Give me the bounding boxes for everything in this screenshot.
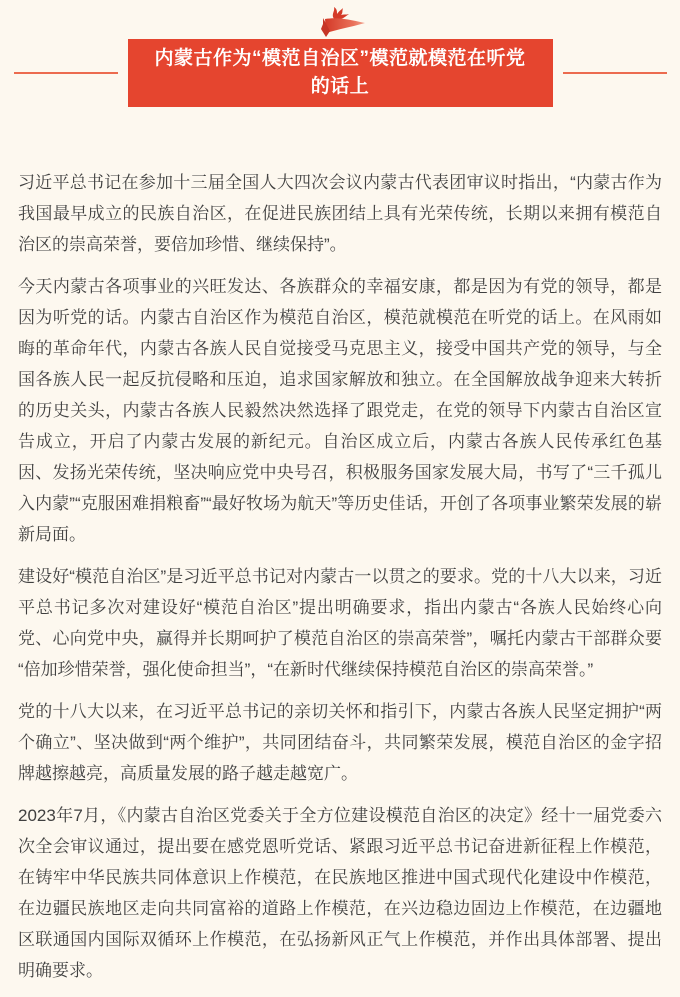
article-body xyxy=(0,167,680,986)
paragraph-4: 党的十八大以来，在习近平总书记的亲切关怀和指引下，内蒙古各族人民坚定拥护“两个确立”、坚决做到“两个维护”，共同团结奋斗，共同繁荣发展，模范自治区的金字招牌越擦越亮，高质量发展的路子越走越宽广。 xyxy=(18,702,662,783)
page-title xyxy=(128,39,553,107)
page-title-line1: 内蒙古作为“模范自治区”模范就模范在听党 xyxy=(154,48,526,69)
paragraph-2: 今天内蒙古各项事业的兴旺发达、各族群众的幸福安康，都是因为有党的领导，都是因为听党的话。内蒙古自治区作为模范自治区，模范就模范在听党的话上。在风雨如晦的革命年代，内蒙古各族人民自觉接受马克思主义，接受中国共产党的领导，与全国各族人民一起反抗侵略和压迫，追求国家解放和独立。在全国解放战争迎来大转折的历史关头，内蒙古各族人民毅然决然选择了跟党走，在党的领导下内蒙古自治区宣告成立，开启了内蒙古发展的新纪元。自治区成立后，内蒙古各族人民传承红色基因、发扬光荣传统，坚决响应党中央号召，积极服务国家发展大局，书写了“三千孤儿入内蒙”“克服困难捐粮畜”“最好牧场为航天”等历史佳话，开创了各项事业繁荣发展的崭新局面。 xyxy=(18,277,662,544)
paragraph-1: 习近平总书记在参加十三届全国人大四次会议内蒙古代表团审议时指出，“内蒙古作为我国最早成立的民族自治区，在促进民族团结上具有光荣传统，长期以来拥有模范自治区的崇高荣誉，要倍加珍惜、继续保持”。 xyxy=(18,173,662,254)
left-divider-line xyxy=(14,72,118,74)
page-title-line2: 的话上 xyxy=(310,76,370,97)
header-icon-area xyxy=(0,0,680,39)
red-flag-icon xyxy=(313,6,367,38)
title-banner-row xyxy=(0,39,680,107)
right-divider-line xyxy=(563,72,667,74)
paragraph-3: 建设好“模范自治区”是习近平总书记对内蒙古一以贯之的要求。党的十八大以来，习近平总书记多次对建设好“模范自治区”提出明确要求，指出内蒙古“各族人民始终心向党、心向党中央，赢得并长期呵护了模范自治区的崇高荣誉”，嘱托内蒙古干部群众要“倍加珍惜荣誉，强化使命担当”，“在新时代继续保持模范自治区的崇高荣誉。” xyxy=(18,567,662,679)
paragraph-5: 2023年7月，《内蒙古自治区党委关于全方位建设模范自治区的决定》经十一届党委六次全会审议通过，提出要在感党恩听党话、紧跟习近平总书记奋进新征程上作模范，在铸牢中华民族共同体意识上作模范，在民族地区推进中国式现代化建设中作模范，在边疆民族地区走向共同富裕的道路上作模范，在兴边稳边固边上作模范，在边疆地区联通国内国际双循环上作模范，在弘扬新风正气上作模范，并作出具体部署、提出明确要求。 xyxy=(18,806,662,980)
